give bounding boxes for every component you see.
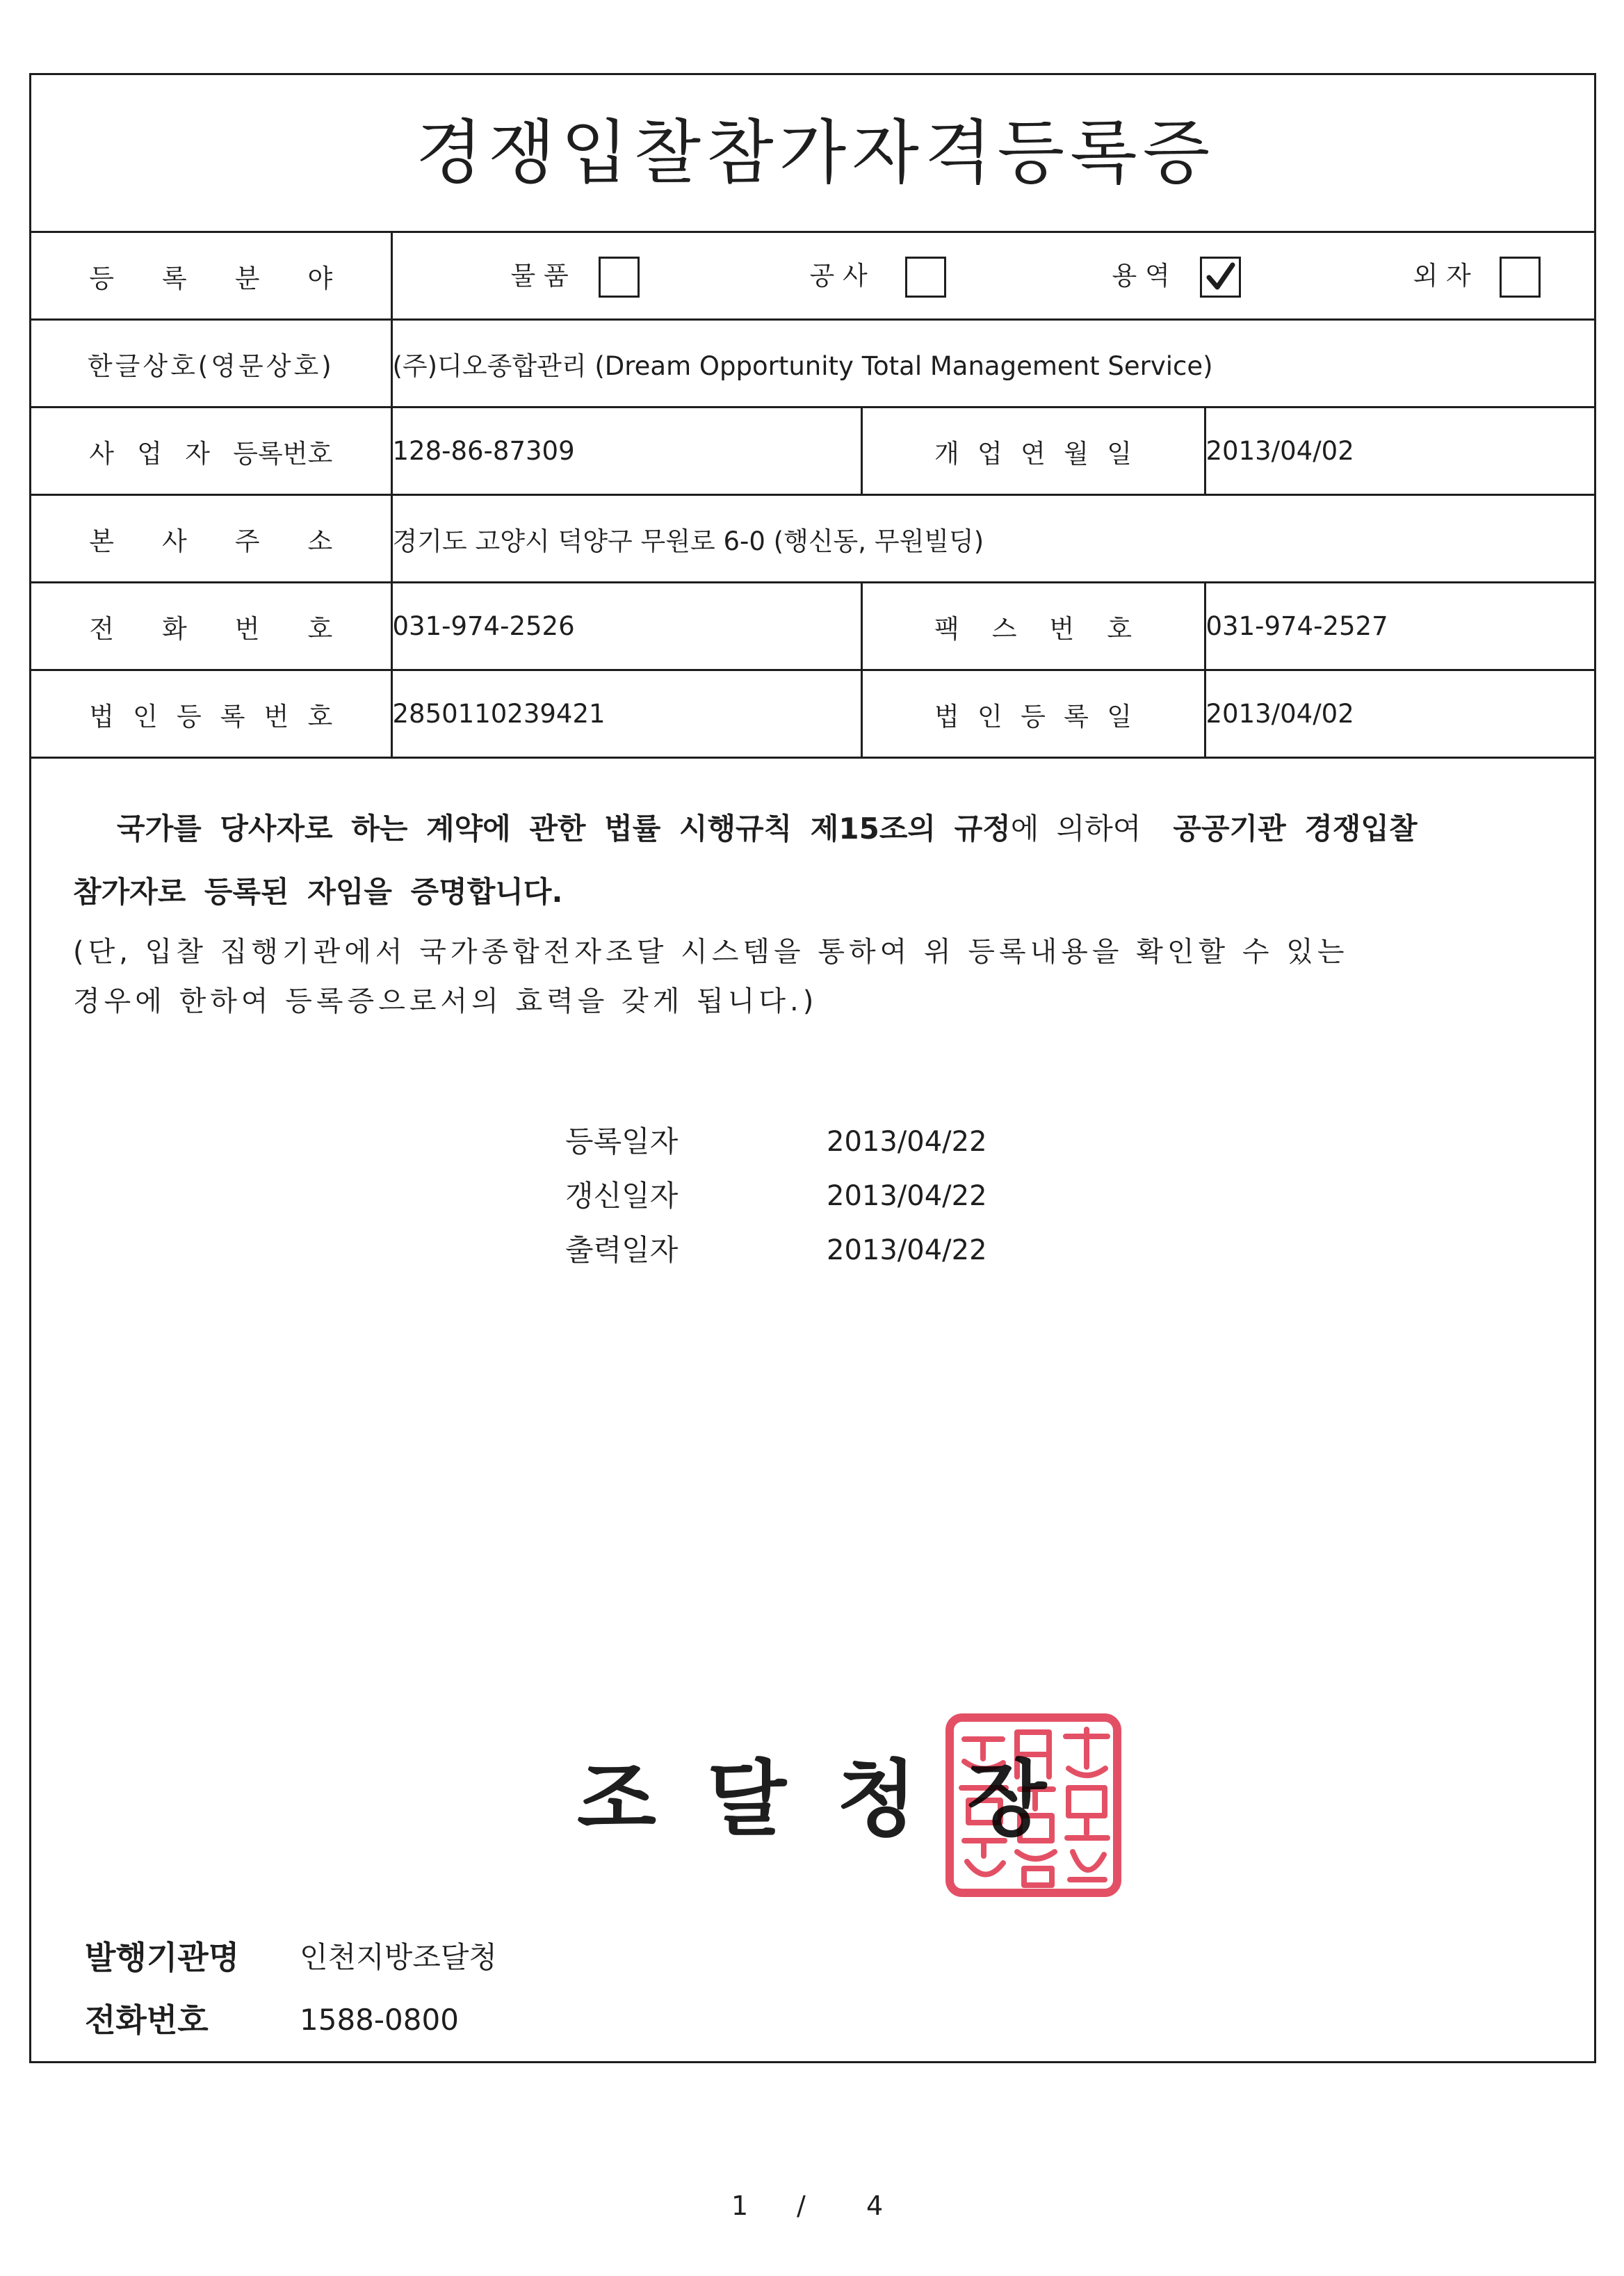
- statement-note-line-2: 경우에 한하여 등록증으로서의 효력을 갖게 됩니다.): [73, 985, 818, 1017]
- business-number-label: 사 업 자 등록번호: [89, 438, 333, 469]
- corp-date-label: 법 인 등 록 일: [934, 701, 1132, 732]
- statement-line-1: [117, 808, 1418, 850]
- address-label: 본 사 주 소: [89, 526, 333, 556]
- category-options-cell: [391, 233, 1594, 320]
- registration-date-value: 2013/04/22: [827, 1126, 987, 1158]
- issuer-signature: 조 달 청 장: [577, 1751, 1058, 1847]
- category-goods-label: 물 품: [510, 261, 569, 291]
- head-office-address: 경기도 고양시 덕양구 무원로 6-0 (행신동, 무원빌딩): [391, 495, 1594, 583]
- corp-date-label-cell: [861, 670, 1205, 758]
- renewal-date-label: 갱신일자: [565, 1179, 679, 1213]
- phone-label-cell: [31, 583, 391, 670]
- table-row-company-name: [31, 320, 1594, 407]
- company-name-label-cell: [31, 320, 391, 407]
- statement-bid-scope: 공공기관 경쟁입찰: [1173, 812, 1418, 846]
- statement-note-line-1: (단, 입찰 집행기관에서 국가종합전자조달 시스템을 통하여 위 등록내용을 확인할 수 있는: [73, 936, 1349, 968]
- certificate-title: 경쟁입찰참가자격등록증: [415, 112, 1216, 193]
- seal-glyph-stroke: [961, 1739, 1006, 1875]
- category-field-label: 등 록 분 야: [89, 263, 333, 293]
- registration-date-label: 등록일자: [565, 1124, 679, 1159]
- print-date-label: 출력일자: [565, 1233, 679, 1267]
- corp-registration-date: 2013/04/02: [1205, 670, 1594, 758]
- corp-registration-number: 2850110239421: [391, 670, 861, 758]
- page-total: 4: [866, 2190, 884, 2221]
- table-row-corporation: [31, 670, 1594, 758]
- seal-icon: [943, 1711, 1123, 1899]
- address-label-cell: [31, 495, 391, 583]
- table-row-business-number: [31, 407, 1594, 495]
- seal-glyphs: [961, 1729, 1107, 1885]
- issuing-agency: 인천지방조달청: [300, 1940, 498, 1974]
- page-current: 1: [731, 2190, 749, 2221]
- seal-glyph-stroke: [1066, 1729, 1107, 1880]
- issuer-phone-label: 전화번호: [85, 2001, 209, 2039]
- corp-number-label: 법 인 등 록 번 호: [89, 701, 333, 732]
- category-construction-label: 공 사: [809, 261, 868, 291]
- statement-line-2: 참가자로 등록된 자임을 증명합니다.: [73, 875, 563, 909]
- business-number: 128-86-87309: [391, 407, 861, 495]
- issuer-phone: 1588-0800: [300, 2003, 459, 2037]
- opening-date: 2013/04/02: [1205, 407, 1594, 495]
- registration-info-table: [31, 233, 1594, 759]
- renewal-date-value: 2013/04/22: [827, 1180, 987, 1212]
- statement-law-reference: 국가를 당사자로 하는 계약에 관한 법률 시행규칙 제15조의 규정: [117, 812, 1011, 846]
- table-row-phone: [31, 583, 1594, 670]
- category-services-label: 용 역: [1112, 261, 1170, 291]
- statement-connector: 에 의하여: [1010, 812, 1142, 846]
- business-number-label-cell: [31, 407, 391, 495]
- opening-date-label-cell: [861, 407, 1205, 495]
- title-row: [31, 75, 1594, 233]
- category-construction-checkbox: [905, 257, 946, 298]
- fax-label-cell: [861, 583, 1205, 670]
- company-name: (주)디오종합관리 (Dream Opportunity Total Management Service): [391, 320, 1594, 407]
- fax-number: 031-974-2527: [1205, 583, 1594, 670]
- certificate-frame: [29, 73, 1596, 2063]
- category-foreign-label: 외 자: [1413, 261, 1471, 291]
- category-options: [393, 233, 1595, 318]
- fax-label: 팩 스 번 호: [934, 613, 1132, 644]
- category-label-cell: [31, 233, 391, 320]
- company-name-label: 한글상호(영문상호): [87, 350, 334, 381]
- table-row-address: [31, 495, 1594, 583]
- category-goods-checkbox: [599, 257, 640, 298]
- corp-number-label-cell: [31, 670, 391, 758]
- table-row-category: [31, 233, 1594, 320]
- category-services-checkbox: [1200, 257, 1241, 298]
- issuing-agency-label: 발행기관명: [85, 1939, 240, 1976]
- page-separator: /: [797, 2190, 806, 2221]
- opening-date-label: 개 업 연 월 일: [934, 438, 1132, 469]
- category-foreign-checkbox: [1500, 257, 1541, 298]
- check-icon: [1202, 259, 1239, 296]
- seal-glyph-stroke: [1017, 1732, 1055, 1885]
- phone-number: 031-974-2526: [391, 583, 861, 670]
- official-seal: [943, 1711, 1123, 1899]
- phone-label: 전 화 번 호: [89, 613, 333, 644]
- print-date-value: 2013/04/22: [827, 1234, 987, 1266]
